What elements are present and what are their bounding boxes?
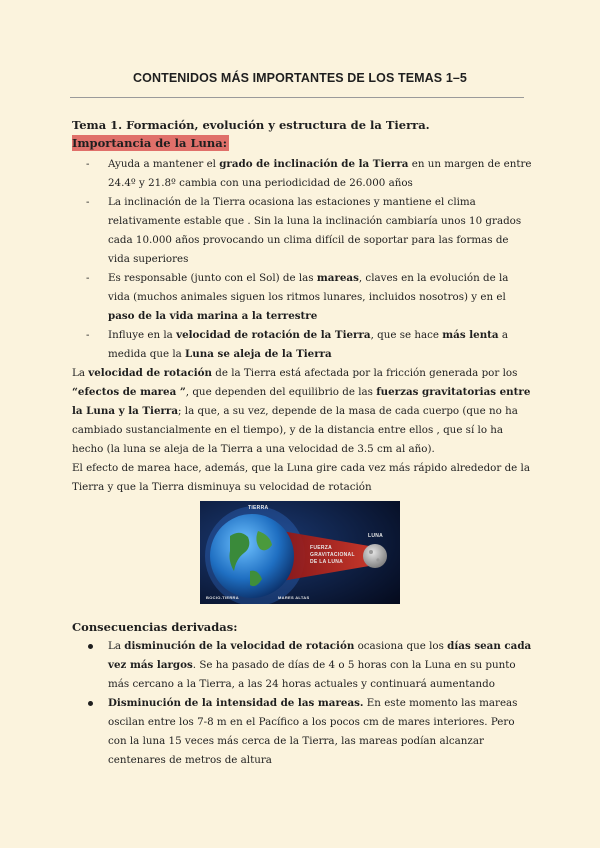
text-run: Ayuda a mantener el bbox=[108, 158, 220, 170]
dash-marker: - bbox=[86, 196, 90, 208]
bold-text-run: velocidad de rotación bbox=[88, 367, 212, 379]
earth-moon-diagram bbox=[200, 501, 400, 604]
document-title: CONTENIDOS MÁS IMPORTANTES DE LOS TEMAS 1–5 bbox=[133, 71, 467, 85]
bullet-icon bbox=[88, 701, 93, 706]
bold-text-run: velocidad de rotación de la Tierra bbox=[176, 329, 371, 341]
bold-text-run: mareas bbox=[316, 272, 359, 284]
list-item bbox=[72, 155, 532, 193]
dash-marker: - bbox=[86, 329, 90, 341]
label-earth: TIERRA bbox=[248, 505, 269, 511]
text-run: , que se hace bbox=[370, 329, 443, 341]
tide-effect-paragraph: El efecto de marea hace, además, que la Luna gire cada vez más rápido alrededor de la Tierra y que la Tierra disminuya su velocidad de rotación bbox=[72, 462, 530, 493]
moon-crater bbox=[369, 550, 373, 554]
title-divider bbox=[70, 97, 524, 98]
text-run: La inclinación de la Tierra ocasiona las estaciones y mantiene el clima relativamente estable que . Sin la luna la inclinación cambiaría unos 10 grados cada 10.000 años provocando un clima difícil de soportar para las formas de vida superiores bbox=[108, 196, 522, 265]
dash-marker: - bbox=[86, 158, 90, 170]
text-run: Es responsable (junto con el Sol) de las bbox=[108, 272, 317, 284]
rotation-paragraph bbox=[72, 364, 532, 459]
bold-text-run: días sean cada vez más largos bbox=[108, 640, 532, 671]
list-item bbox=[72, 193, 532, 269]
earth-moon-illustration bbox=[200, 501, 400, 604]
label-bottom-left: BOCIO-TIERRA bbox=[206, 595, 239, 600]
text-run: Influye en la bbox=[108, 329, 177, 341]
label-force-line1: FUERZA bbox=[310, 545, 333, 551]
bullet-icon bbox=[88, 644, 93, 649]
text-run: La bbox=[72, 367, 89, 379]
moon-icon bbox=[363, 544, 387, 568]
bold-text-run: Disminución de la intensidad de las mareas. bbox=[108, 697, 364, 709]
label-moon: LUNA bbox=[368, 533, 384, 539]
bold-text-run: paso de la vida marina a la terrestre bbox=[108, 310, 318, 322]
highlighted-heading: Importancia de la Luna: bbox=[72, 136, 227, 150]
list-item bbox=[72, 326, 532, 364]
bold-text-run: “efectos de marea ” bbox=[72, 386, 186, 398]
text-run: En este momento las mareas oscilan entre los 7-8 m en el Pacífico a los pocos cm de mares interiores. Pero con la luna 15 veces más cerca de la Tierra, las mareas podían alcanzar centenares de metros de altura bbox=[108, 697, 518, 766]
text-run: en un margen de entre 24.4º y 21.8º cambia con una periodicidad de 26.000 años bbox=[108, 158, 532, 189]
consequences-title: Consecuencias derivadas: bbox=[72, 620, 238, 634]
text-run: , que dependen del equilibrio de las bbox=[185, 386, 377, 398]
bold-text-run: fuerzas gravitatorias entre la Luna y la Tierra bbox=[72, 386, 531, 417]
label-bottom-mid: MARES ALTAS bbox=[278, 595, 310, 600]
bold-text-run: Luna se aleja de la Tierra bbox=[185, 348, 332, 360]
bold-text-run: grado de inclinación de la Tierra bbox=[219, 158, 409, 170]
text-run: . Se ha pasado de días de 4 o 5 horas con la Luna en su punto más cercano a la Tierra, a las 24 horas actuales y continuará aumentando bbox=[108, 659, 516, 690]
list-item bbox=[72, 269, 532, 326]
label-force-line3: DE LA LUNA bbox=[310, 559, 344, 565]
list-item bbox=[72, 694, 532, 770]
text-run: ocasiona que los bbox=[354, 640, 448, 652]
moon-importance-list bbox=[72, 155, 532, 364]
text-run: ; la que, a su vez, depende de la masa de cada cuerpo (que no ha cambiado sustancialmente en el tiempo), y de la distancia entre ellos , que sí lo ha hecho (la luna se aleja de la Tierra a una velocidad de 3.5 cm al año). bbox=[72, 405, 518, 455]
bold-text-run: más lenta bbox=[442, 329, 499, 341]
label-force-line2: GRAVITACIONAL bbox=[310, 552, 355, 558]
section-title: Tema 1. Formación, evolución y estructura de la Tierra. bbox=[72, 118, 430, 132]
moon-crater bbox=[376, 558, 379, 561]
text-run: La bbox=[108, 640, 125, 652]
text-run: de la Tierra está afectada por la fricción generada por los bbox=[212, 367, 518, 379]
text-run: , claves en la evolución de la vida (muchos animales siguen los ritmos lunares, incluidos nosotros) y en el bbox=[108, 272, 509, 303]
consequences-list bbox=[72, 637, 532, 770]
text-run: a medida que la bbox=[108, 329, 509, 360]
dash-marker: - bbox=[86, 272, 90, 284]
list-item bbox=[72, 637, 532, 694]
bold-text-run: disminución de la velocidad de rotación bbox=[124, 640, 355, 652]
